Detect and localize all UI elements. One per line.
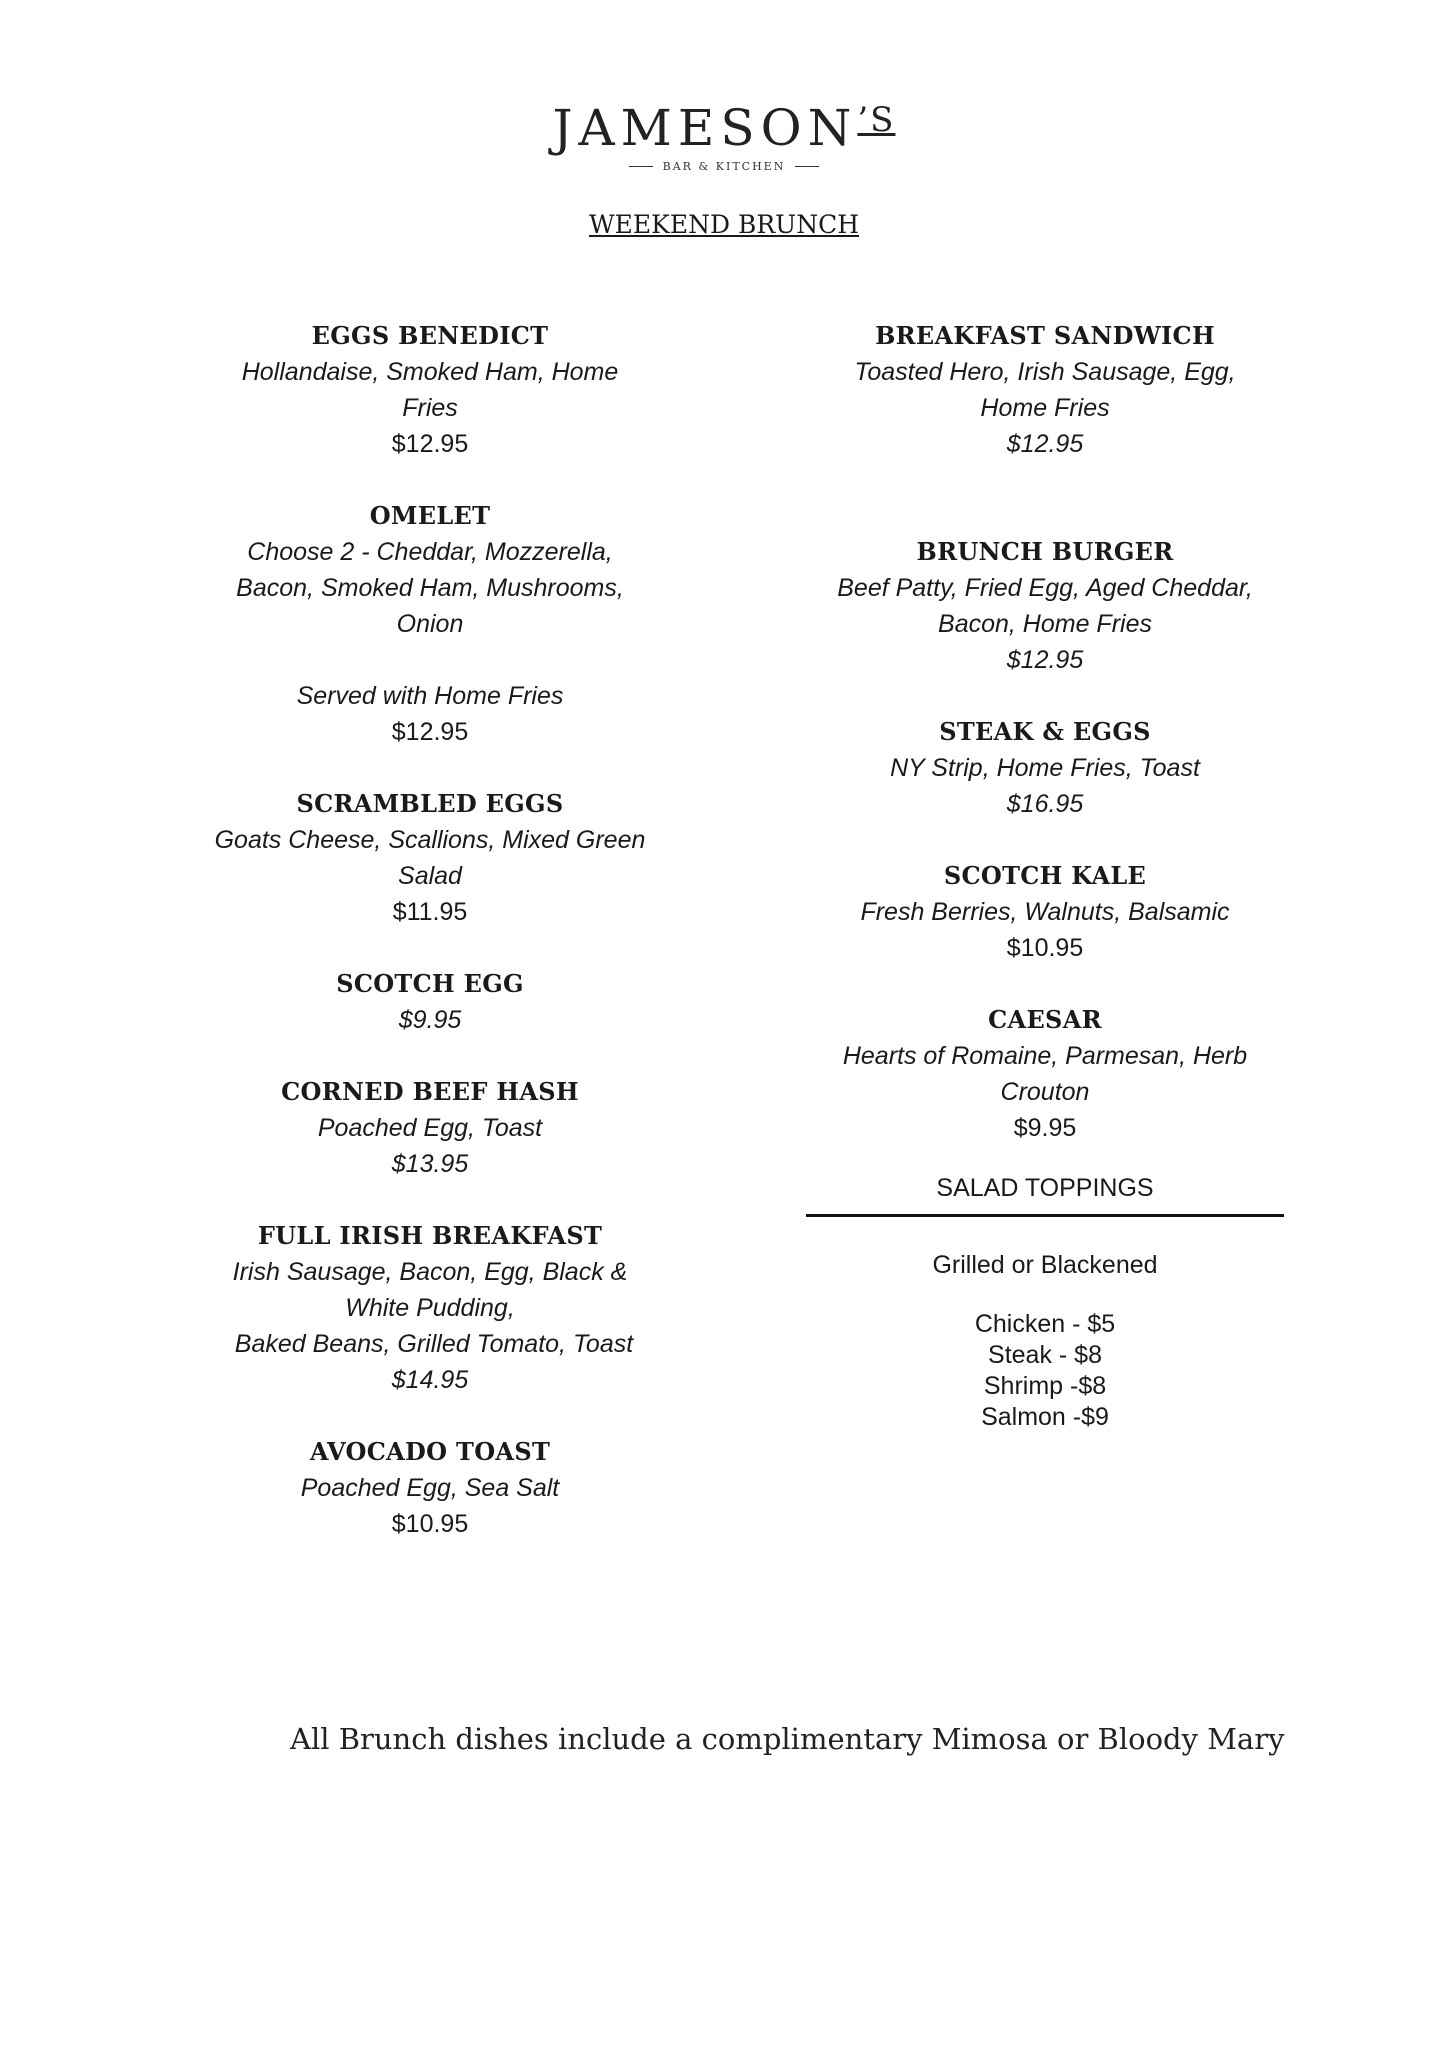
- menu-item-price: $13.95: [391, 1150, 469, 1178]
- left-menu-column: [190, 318, 670, 1542]
- topping-item: Salmon -$9: [981, 1403, 1109, 1431]
- menu-item-price: $11.95: [392, 898, 468, 926]
- menu-item-price: $9.95: [1013, 1114, 1077, 1142]
- menu-item-scotch-kale: [805, 858, 1285, 966]
- menu-item-price: $16.95: [1006, 790, 1084, 818]
- menu-item-steak-and-eggs: [805, 714, 1285, 822]
- divider-right: [795, 166, 819, 167]
- salad-toppings-prep: Grilled or Blackened: [932, 1251, 1158, 1279]
- menu-item-price: $9.95: [398, 1006, 462, 1034]
- menu-item-price: $14.95: [391, 1366, 469, 1394]
- menu-item-desc: Choose 2 - Cheddar, Mozzerella,: [247, 538, 613, 566]
- menu-item-name: FULL IRISH BREAKFAST: [257, 1221, 603, 1250]
- brand-logo: [0, 92, 1448, 173]
- menu-item-note: Served with Home Fries: [296, 682, 564, 710]
- menu-item-full-irish-breakfast: [190, 1218, 670, 1398]
- menu-item-desc: Toasted Hero, Irish Sausage, Egg,: [854, 358, 1236, 386]
- menu-item-brunch-burger: [805, 534, 1285, 678]
- menu-item-name: OMELET: [369, 501, 491, 530]
- menu-item-desc: Goats Cheese, Scallions, Mixed Green: [214, 826, 646, 854]
- menu-item-name: CAESAR: [988, 1005, 1102, 1034]
- menu-item-name: AVOCADO TOAST: [309, 1437, 551, 1466]
- menu-item-name: STEAK & EGGS: [939, 717, 1151, 746]
- menu-item-desc: Baked Beans, Grilled Tomato, Toast: [234, 1330, 634, 1358]
- menu-item-price: $12.95: [391, 430, 469, 458]
- menu-item-price: $10.95: [1006, 934, 1084, 962]
- menu-item-price: $12.95: [1006, 646, 1084, 674]
- menu-item-desc: Fresh Berries, Walnuts, Balsamic: [860, 898, 1230, 926]
- brand-name-suffix: ’S: [857, 100, 896, 140]
- salad-toppings-title: SALAD TOPPINGS: [936, 1174, 1154, 1202]
- menu-item-desc: Poached Egg, Toast: [317, 1114, 543, 1142]
- menu-item-scrambled-eggs: [190, 786, 670, 930]
- menu-item-desc: Crouton: [1000, 1078, 1090, 1106]
- menu-item-avocado-toast: [190, 1434, 670, 1542]
- menu-item-desc: Salad: [398, 862, 462, 890]
- menu-item-name: EGGS BENEDICT: [311, 321, 549, 350]
- menu-item-desc: Hearts of Romaine, Parmesan, Herb: [842, 1042, 1248, 1070]
- menu-item-price: $12.95: [391, 718, 469, 746]
- menu-item-desc: Bacon, Home Fries: [938, 610, 1152, 638]
- menu-item-desc: Hollandaise, Smoked Ham, Home: [241, 358, 619, 386]
- footer-note: All Brunch dishes include a complimentary Mimosa or Bloody Mary: [290, 1722, 1285, 1756]
- menu-item-scotch-egg: [190, 966, 670, 1038]
- salad-toppings-list: [805, 1309, 1285, 1433]
- menu-title: WEEKEND BRUNCH: [588, 210, 860, 239]
- menu-item-eggs-benedict: [190, 318, 670, 462]
- menu-item-desc: Poached Egg, Sea Salt: [300, 1474, 560, 1502]
- menu-item-desc: Home Fries: [980, 394, 1110, 422]
- menu-item-breakfast-sandwich: [805, 318, 1285, 462]
- menu-item-price: $10.95: [391, 1510, 469, 1538]
- menu-item-desc: Bacon, Smoked Ham, Mushrooms,: [236, 574, 624, 602]
- topping-item: Steak - $8: [988, 1341, 1102, 1369]
- menu-item-name: SCOTCH EGG: [336, 969, 524, 998]
- menu-item-desc: Irish Sausage, Bacon, Egg, Black &: [232, 1258, 628, 1286]
- menu-item-corned-beef-hash: [190, 1074, 670, 1182]
- menu-item-desc: Onion: [396, 610, 464, 638]
- topping-item: Chicken - $5: [974, 1310, 1116, 1338]
- brand-name: JAMESON: [552, 99, 858, 157]
- menu-item-name: CORNED BEEF HASH: [281, 1077, 579, 1106]
- right-menu-column: [805, 318, 1285, 1433]
- menu-item-desc: Fries: [402, 394, 458, 422]
- topping-item: Shrimp -$8: [983, 1372, 1107, 1400]
- divider-left: [629, 166, 653, 167]
- menu-item-name: SCOTCH KALE: [943, 861, 1147, 890]
- salad-toppings-divider: [806, 1214, 1284, 1217]
- menu-item-desc: Beef Patty, Fried Egg, Aged Cheddar,: [837, 574, 1253, 602]
- menu-item-name: BREAKFAST SANDWICH: [875, 321, 1215, 350]
- menu-item-name: SCRAMBLED EGGS: [296, 789, 564, 818]
- brand-subtitle: BAR & KITCHEN: [662, 160, 786, 173]
- menu-item-caesar: [805, 1002, 1285, 1146]
- menu-item-desc: NY Strip, Home Fries, Toast: [890, 754, 1200, 782]
- menu-item-omelet: [190, 498, 670, 750]
- menu-item-name: BRUNCH BURGER: [916, 537, 1174, 566]
- salad-toppings-section: [805, 1170, 1285, 1433]
- menu-item-desc: White Pudding,: [345, 1294, 515, 1322]
- menu-item-price: $12.95: [1006, 430, 1084, 458]
